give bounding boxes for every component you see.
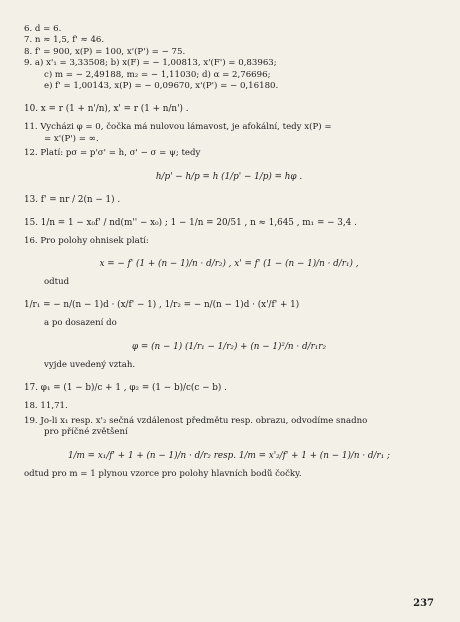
answer-9c: c) m = − 2,49188, m₂ = − 1,11030; d) α = 2,76696; <box>44 69 271 80</box>
answer-6: 6. d = 6. <box>24 24 62 34</box>
page-number: 237 <box>413 598 434 609</box>
answer-12-formula: h/p' − h/p = h (1/p' − 1/p) = hφ . <box>155 171 303 182</box>
answer-19: 19. Jo-li x₁ resp. x'₂ sečná vzdálenost předmětu resp. obrazu, odvodíme snadno <box>24 415 368 426</box>
answer-15-formula: 15. 1/n = 1 − x₀f' / nd(m'' − x₀) ; 1 − 1/n = 20/51 , n ≈ 1,645 , m₁ = − 3,4 . <box>24 217 357 228</box>
answer-16-odtud: odtud <box>44 277 70 288</box>
answer-17-formula: 17. φ₁ = (1 − b)/c + 1 , φ₂ = (1 − b)/c(c − b) . <box>24 383 227 394</box>
answer-16-substitution: a po dosazení do <box>44 318 117 329</box>
answer-9e: e) f' = 1,00143, x(P) = − 0,09670, x'(P') = − 0,16180. <box>44 81 279 92</box>
answer-18: 18. 11,71. <box>24 401 68 412</box>
answer-11-cont: = x'(P') = ∞. <box>44 133 99 144</box>
answer-9a: 9. a) x'₁ = 3,33508; b) x(F) = − 1,00813, x'(F') = 0,83963; <box>24 58 277 69</box>
answer-19-conclusion: odtud pro m = 1 plynou vzorce pro polohy hlavních bodů čočky. <box>24 468 302 479</box>
answer-13-formula: 13. f' = nr / 2(n − 1) . <box>24 194 121 205</box>
answer-7: 7. n ≈ 1,5, f' ≈ 46. <box>24 35 105 46</box>
answer-8: 8. f' = 900, x(P) = 100, x'(P') = − 75. <box>24 46 186 57</box>
answer-11: 11. Vycházi φ = 0, čočka má nulovou lámavost, je afokální, tedy x(P) = <box>24 122 332 133</box>
answer-16-focal-formula: x = − f' (1 + (n − 1)/n · d/r₂) , x' = f' (1 − (n − 1)/n · d/r₁) , <box>99 259 359 270</box>
answer-16-result: vyjde uvedený vztah. <box>44 359 136 370</box>
answer-16-radius-formula: 1/r₁ = − n/(n − 1)d · (x/f' − 1) , 1/r₂ = − n/(n − 1)d · (x'/f' + 1) <box>24 300 300 311</box>
answer-16: 16. Pro polohy ohnisek platí: <box>24 235 149 246</box>
answer-10-formula: 10. x = r (1 + n'/n), x' = r (1 + n/n') . <box>24 104 189 115</box>
answer-19-cont: pro příčné zvětšení <box>44 427 128 438</box>
answer-19-formula: 1/m = x₁/f' + 1 + (n − 1)/n · d/r₂ resp. 1/m = x'₂/f' + 1 + (n − 1)/n · d/r₁ ; <box>67 450 391 461</box>
answer-16-power-formula: φ = (n − 1) (1/r₁ − 1/r₂) + (n − 1)²/n · d/r₁r₂ <box>131 341 327 352</box>
answer-12: 12. Platí: pσ = p'σ' = h, σ' − σ = ψ; tedy <box>24 148 201 159</box>
